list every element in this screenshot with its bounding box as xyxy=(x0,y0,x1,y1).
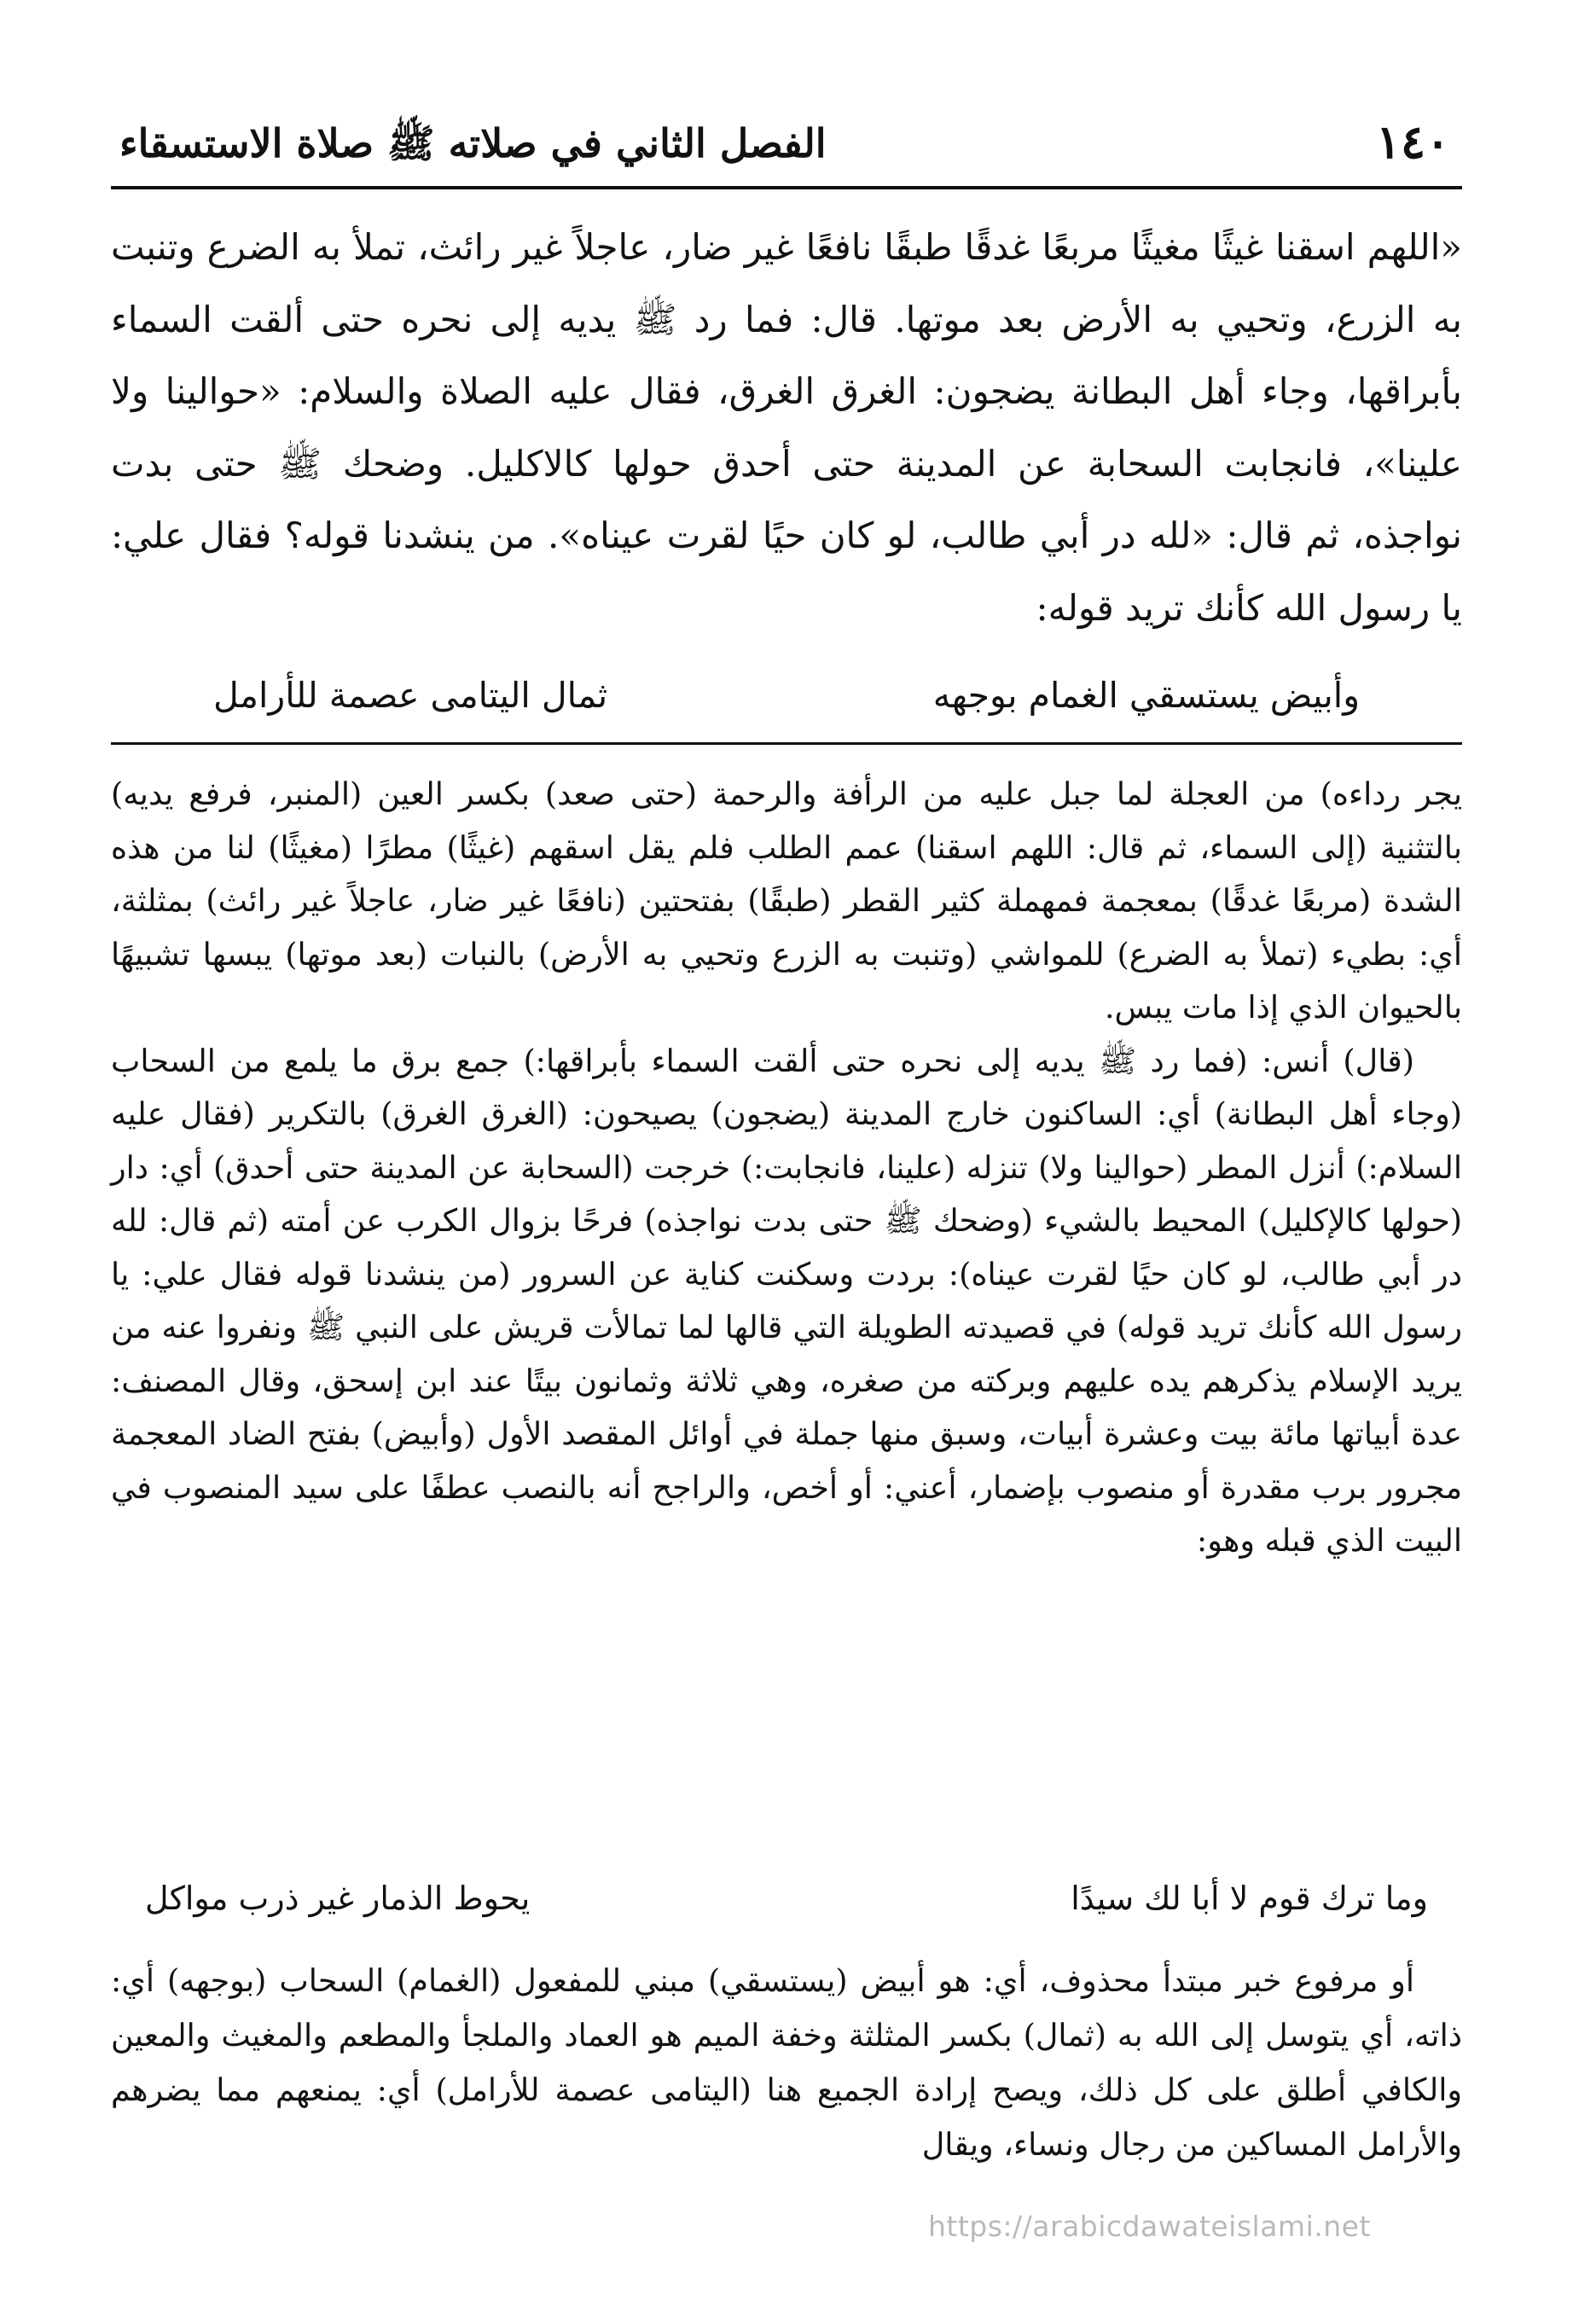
commentary-paragraph: يجر رداءه) من العجلة لما جبل عليه من الرأفة والرحمة (حتى صعد) بكسر العين (المنبر، فرفع يديه) بالتثنية (إلى السماء، ثم قال: اللهم اسقنا) عمم الطلب فلم يقل اسقهم (غيثًا) مطرًا (مغيثًا) لنا من هذه الشدة (مربعًا غدقًا) بمعجمة فمهملة كثير القطر (طبقًا) بفتحتين (نافعًا غير ضار، عاجلاً غير رائث) بمثلثة، أي: بطيء (تملأ به الضرع) للمواشي (وتنبت به الزرع وتحيي به الأرض) بالنبات (بعد موتها) يبسها تشبيهًا بالحيوان الذي إذا مات يبس. xyxy=(111,776,1462,1025)
page-number: ١٤٠ xyxy=(1375,114,1450,169)
commentary-continued xyxy=(111,1954,1462,2172)
main-text xyxy=(111,212,1462,644)
commentary-text xyxy=(111,768,1462,1568)
commentary-paragraph: أو مرفوع خبر مبتدأ محذوف، أي: هو أبيض (يستسقي) مبني للمفعول (الغمام) السحاب (بوجهه) أي: ذاته، أي يتوسل إلى الله به (ثمال) بكسر المثلثة وخفة الميم هو العماد والملجأ والمطعم والمغيث والمعين والكافي أطلق على كل ذلك، ويصح إرادة الجميع هنا (اليتامى عصمة للأرامل) أي: يمنعهم مما يضرهم والأرامل المساكين من رجال ونساء، ويقال xyxy=(111,1962,1462,2163)
header-rule xyxy=(111,186,1462,189)
verse-second-hemistich: ثمال اليتامى عصمة للأرامل xyxy=(213,675,608,716)
running-title: الفصل الثاني في صلاته ﷺ صلاة الاستسقاء xyxy=(119,120,827,166)
verse-first-hemistich: وما ترك قوم لا أبا لك سيدًا xyxy=(1071,1880,1428,1917)
verse-first-hemistich: وأبيض يستسقي الغمام بوجهه xyxy=(932,675,1360,716)
main-paragraph: «اللهم اسقنا غيثًا مغيثًا مربعًا غدقًا طبقًا نافعًا غير ضار، عاجلاً غير رائث، تملأ به الضرع وتنبت به الزرع، وتحيي به الأرض بعد موتها. قال: فما رد ﷺ يديه إلى نحره حتى ألقت السماء بأبراقها، وجاء أهل البطانة يضجون: الغرق الغرق، فقال عليه الصلاة والسلام: «حوالينا ولا علينا»، فانجابت السحابة عن المدينة حتى أحدق حولها كالاكليل. وضحك ﷺ حتى بدت نواجذه، ثم قال: «لله در أبي طالب، لو كان حيًا لقرت عيناه». من ينشدنا قوله؟ فقال علي: يا رسول الله كأنك تريد قوله: xyxy=(111,226,1462,629)
poetry-verse-quoted xyxy=(111,1873,1462,1924)
page-header xyxy=(111,102,1462,184)
verse-second-hemistich: يحوط الذمار غير ذرب مواكل xyxy=(145,1880,531,1917)
section-divider xyxy=(111,742,1462,745)
watermark-url: https://arabicdawateislami.net xyxy=(928,2210,1371,2243)
poetry-verse xyxy=(111,670,1462,721)
commentary-paragraph: (قال) أنس: (فما رد ﷺ يديه إلى نحره حتى ألقت السماء بأبراقها:) جمع برق ما يلمع من السحاب (وجاء أهل البطانة) أي: الساكنون خارج المدينة (يضجون) يصيحون: (الغرق الغرق) بالتكرير (فقال عليه السلام:) أنزل المطر (حوالينا ولا) تنزله (علينا، فانجابت:) خرجت (السحابة عن المدينة حتى أحدق) أي: دار (حولها كالإكليل) المحيط بالشيء (وضحك ﷺ حتى بدت نواجذه) فرحًا بزوال الكرب عن أمته (ثم قال: لله در أبي طالب، لو كان حيًا لقرت عيناه): بردت وسكنت كناية عن السرور (من ينشدنا قوله فقال علي: يا رسول الله كأنك تريد قوله) في قصيدته الطويلة التي قالها لما تمالأت قريش على النبي ﷺ ونفروا عنه من يريد الإسلام يذكرهم يده عليهم وبركته من صغره، وهي ثلاثة وثمانون بيتًا عند ابن إسحق، وقال المصنف: عدة أبياتها مائة بيت وعشرة أبيات، وسبق منها جملة في أوائل المقصد الأول (وأبيض) بفتح الضاد المعجمة مجرور برب مقدرة أو منصوب بإضمار، أعني: أو أخص، والراجح أنه بالنصب عطفًا على سيد المنصوب في البيت الذي قبله وهو: xyxy=(111,1042,1462,1559)
